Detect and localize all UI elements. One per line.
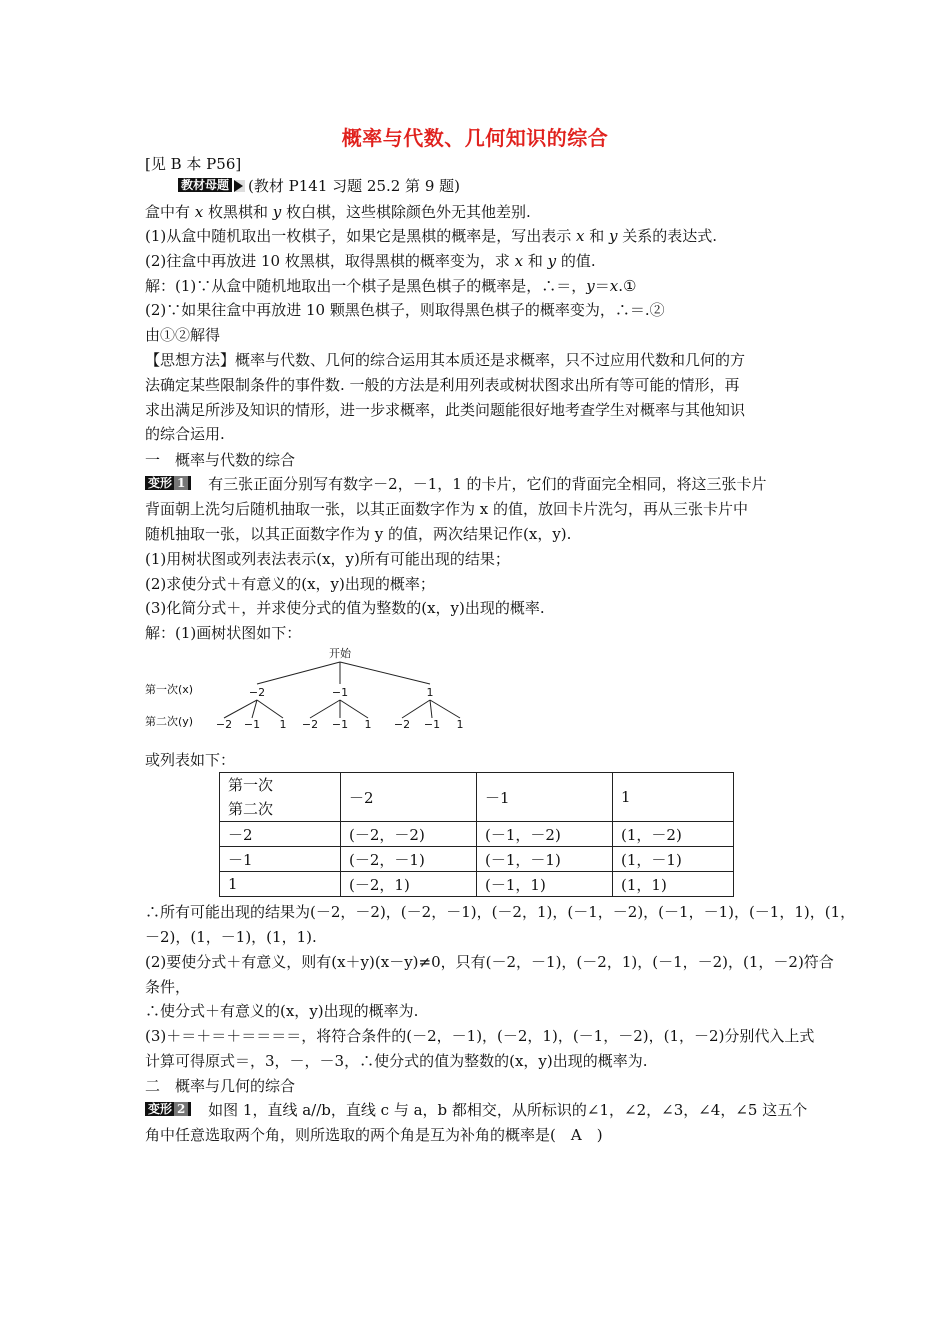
variant-2-line-1: 变形 2 如图 1，直线 a//b，直线 c 与 a，b 都相交，从所标识的∠1，∠2，∠3，∠4，∠5 这五个 bbox=[145, 1098, 807, 1122]
tree-root: 开始 bbox=[329, 647, 351, 660]
table-row-header: －2 bbox=[220, 822, 341, 847]
result-line-7: 计算可得原式＝，3，－，－3，∴使分式的值为整数的(x，y)出现的概率为. bbox=[145, 1052, 648, 1070]
question-1: (1)用树状图或列表法表示(x，y)所有可能出现的结果； bbox=[145, 550, 510, 568]
tree-first-node: 1 bbox=[426, 686, 434, 699]
tree-second-node: 1 bbox=[456, 718, 464, 731]
table-row bbox=[220, 872, 734, 897]
variant-2-line-2: 角中任意选取两个角，则所选取的两个角是互为补角的概率是( A ) bbox=[145, 1126, 603, 1144]
variant-1-badge: 变形 1 bbox=[145, 476, 191, 490]
method-line-4: 的综合运用. bbox=[145, 425, 225, 443]
problem-line-1: 盒中有 x 枚黑棋和 y 枚白棋，这些棋除颜色外无其他差别. bbox=[145, 203, 531, 221]
tree-second-node: 1 bbox=[279, 718, 287, 731]
table-cell: (1，－1) bbox=[613, 847, 734, 872]
method-line-2: 法确定某些限制条件的事件数. 一般的方法是利用列表或树状图求出所有等可能的情形，再 bbox=[145, 376, 740, 394]
result-line-4: 条件， bbox=[145, 978, 191, 996]
result-line-6: (3)＋＝＋＝＋＝＝＝＝，将符合条件的(－2，－1)，(－2，1)，(－1，－2)，(1，－2)分别代入上式 bbox=[145, 1027, 815, 1045]
table-cell: (－2，－1) bbox=[341, 847, 477, 872]
method-line-1: 【思想方法】概率与代数、几何的综合运用其本质还是求概率，只不过应用代数和几何的方 bbox=[145, 351, 746, 369]
table-cell: (1，1) bbox=[613, 872, 734, 897]
section-1-heading: 一 概率与代数的综合 bbox=[145, 451, 296, 469]
tree-second-node: −2 bbox=[393, 718, 411, 731]
tree-first-node: −2 bbox=[248, 686, 266, 699]
variant-2-badge: 变形 2 bbox=[145, 1102, 191, 1116]
table-header-row bbox=[220, 773, 734, 822]
section-2-heading: 二 概率与几何的综合 bbox=[145, 1077, 296, 1095]
tree-diagram bbox=[140, 642, 480, 738]
tree-row2-label: 第二次(y) bbox=[145, 715, 194, 728]
table-cell: (1，－2) bbox=[613, 822, 734, 847]
table-intro: 或列表如下： bbox=[145, 751, 236, 769]
table-cell: (－2，－2) bbox=[341, 822, 477, 847]
variant-1-line-3: 随机抽取一张，以其正面数字作为 y 的值，两次结果记作(x，y). bbox=[145, 525, 572, 543]
table-column-header: －2 bbox=[341, 773, 477, 822]
table-row-header: 1 bbox=[220, 872, 341, 897]
tree-intro: 解：(1)画树状图如下： bbox=[145, 624, 302, 642]
mother-problem-source: (教材 P141 习题 25.2 第 9 题) bbox=[248, 177, 460, 195]
mother-problem-header bbox=[178, 174, 460, 198]
table-cell: (－1，－2) bbox=[477, 822, 613, 847]
tree-second-node: 1 bbox=[364, 718, 372, 731]
variant-1-line-1: 变形 1 有三张正面分别写有数字－2，－1，1 的卡片，它们的背面完全相同，将这三张卡片 bbox=[145, 472, 767, 496]
result-line-2: －2)，(1，－1)，(1，1). bbox=[145, 928, 317, 946]
question-2: (2)求使分式＋有意义的(x，y)出现的概率； bbox=[145, 575, 435, 593]
table-row bbox=[220, 847, 734, 872]
table-corner-cell: 第一次 第二次 bbox=[220, 773, 341, 822]
play-arrow-icon bbox=[234, 180, 245, 192]
tree-second-node: −2 bbox=[301, 718, 319, 731]
result-line-1: ∴所有可能出现的结果为(－2，－2)，(－2，－1)，(－2，1)，(－1，－2)，(－1，－1)，(－1，1)，(1， bbox=[145, 903, 856, 921]
table-column-header: 1 bbox=[613, 773, 734, 822]
reference-note: [见 B 本 P56] bbox=[145, 155, 242, 173]
solution-line-1: 解：(1)∵从盒中随机地取出一个棋子是黑色棋子的概率是，∴＝，y＝x.① bbox=[145, 277, 637, 295]
method-line-3: 求出满足所涉及知识的情形，进一步求概率，此类问题能很好地考查学生对概率与其他知识 bbox=[145, 401, 746, 419]
tree-second-node: −1 bbox=[331, 718, 349, 731]
mother-problem-badge: 教材母题 bbox=[178, 178, 232, 192]
solution-line-2: (2)∵如果往盒中再放进 10 颗黑色棋子，则取得黑色棋子的概率变为，∴＝.② bbox=[145, 301, 665, 319]
table-row-header: －1 bbox=[220, 847, 341, 872]
question-3: (3)化简分式＋，并求使分式的值为整数的(x，y)出现的概率. bbox=[145, 599, 545, 617]
table-row bbox=[220, 822, 734, 847]
table-cell: (－1，－1) bbox=[477, 847, 613, 872]
table-cell: (－1，1) bbox=[477, 872, 613, 897]
table-cell: (－2，1) bbox=[341, 872, 477, 897]
tree-second-node: −1 bbox=[243, 718, 261, 731]
variant-1-line-2: 背面朝上洗匀后随机抽取一张，以其正面数字作为 x 的值，放回卡片洗匀，再从三张卡片中 bbox=[145, 500, 748, 518]
result-line-5: ∴使分式＋有意义的(x，y)出现的概率为. bbox=[145, 1002, 419, 1020]
problem-line-2: (1)从盒中随机取出一枚棋子，如果它是黑棋的概率是，写出表示 x 和 y 关系的表达式. bbox=[145, 227, 718, 245]
solution-line-3: 由①②解得 bbox=[145, 326, 221, 344]
tree-row1-label: 第一次(x) bbox=[145, 683, 194, 696]
tree-first-node: −1 bbox=[331, 686, 349, 699]
table-column-header: －1 bbox=[477, 773, 613, 822]
tree-second-node: −1 bbox=[423, 718, 441, 731]
result-line-3: (2)要使分式＋有意义，则有(x＋y)(x－y)≠0，只有(－2，－1)，(－2，1)，(－1，－2)，(1，－2)符合 bbox=[145, 953, 834, 971]
page-title: 概率与代数、几何知识的综合 bbox=[341, 126, 609, 150]
tree-second-node: −2 bbox=[215, 718, 233, 731]
problem-line-3: (2)往盒中再放进 10 枚黑棋，取得黑棋的概率变为，求 x 和 y 的值. bbox=[145, 252, 596, 270]
outcome-table bbox=[219, 772, 734, 897]
